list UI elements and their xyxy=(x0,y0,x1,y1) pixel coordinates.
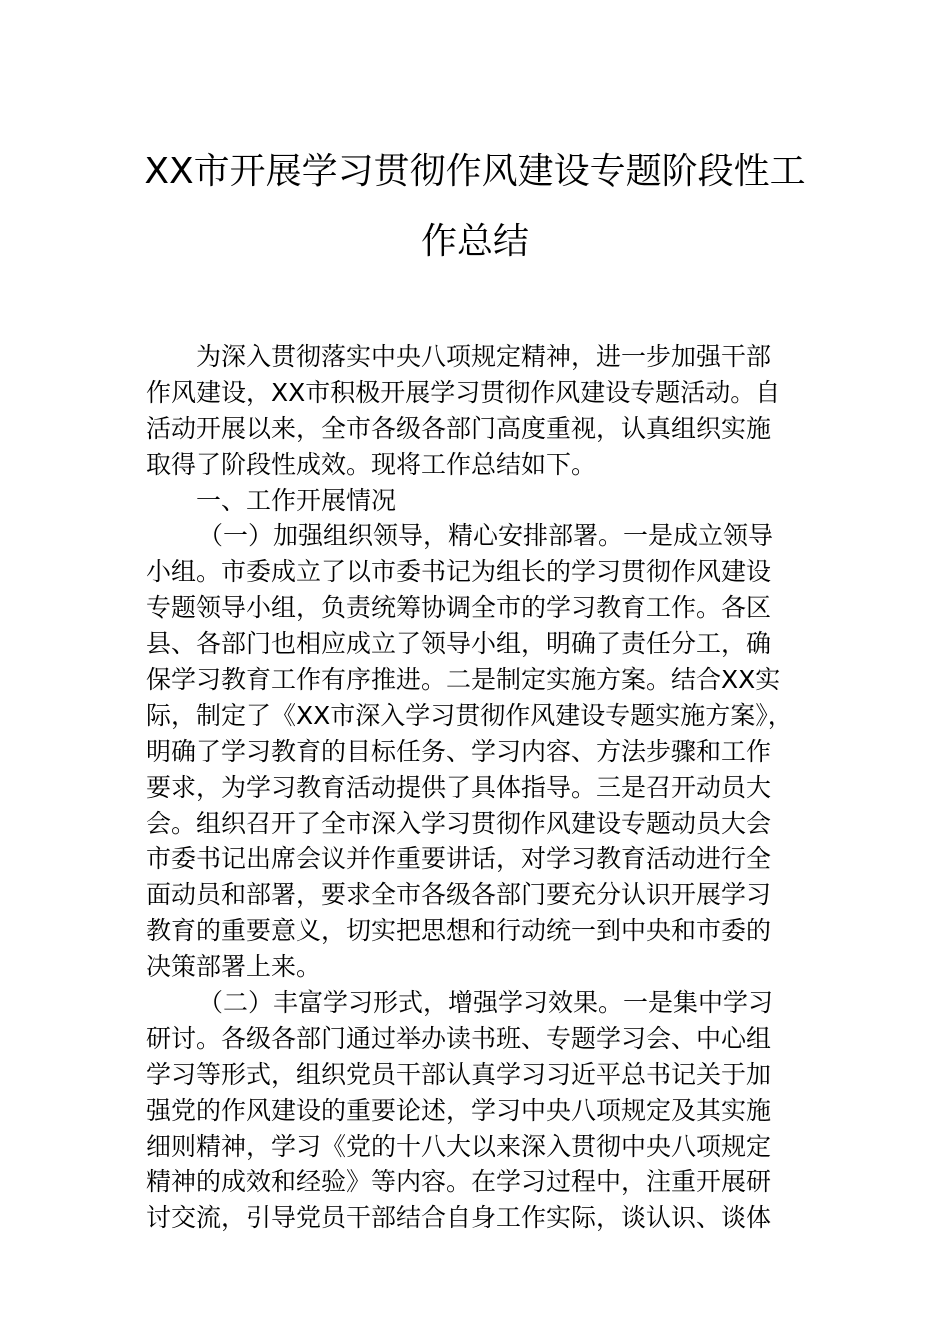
paragraph-line: 教育的重要意义，切实把思想和行动统一到中央和市委的 xyxy=(146,916,772,946)
paragraph-line: 细则精神，学习《党的十八大以来深入贯彻中央八项规定 xyxy=(146,1131,772,1161)
paragraph-line: 精神的成效和经验》等内容。在学习过程中，注重开展研 xyxy=(146,1167,772,1197)
paragraph-line: 专题领导小组，负责统筹协调全市的学习教育工作。各区 xyxy=(146,593,772,623)
paragraph-line: 作风建设，XX市积极开展学习贯彻作风建设专题活动。自 xyxy=(146,377,781,407)
paragraph-line: 取得了阶段性成效。现将工作总结如下。 xyxy=(146,449,597,479)
paragraph-line: 为深入贯彻落实中央八项规定精神，进一步加强干部 xyxy=(196,342,772,371)
paragraph-line: 际，制定了《XX市深入学习贯彻作风建设专题实施方案》， xyxy=(146,700,793,730)
paragraph-line: 讨交流，引导党员干部结合自身工作实际，谈认识、谈体 xyxy=(146,1203,772,1233)
document-body xyxy=(146,339,826,1236)
paragraph-line: 强党的作风建设的重要论述，学习中央八项规定及其实施 xyxy=(146,1095,772,1125)
subsection-heading-line: （一）加强组织领导，精心安排部署。一是成立领导 xyxy=(198,521,774,551)
paragraph-line: 面动员和部署，要求全市各级各部门要充分认识开展学习 xyxy=(146,880,772,910)
paragraph-line: 研讨。各级各部门通过举办读书班、专题学习会、中心组 xyxy=(146,1023,772,1053)
document-title-line-1: XX市开展学习贯彻作风建设专题阶段性工 xyxy=(144,151,806,192)
paragraph-line: 明确了学习教育的目标任务、学习内容、方法步骤和工作 xyxy=(146,736,772,766)
paragraph-line: 小组。市委成立了以市委书记为组长的学习贯彻作风建设 xyxy=(146,557,772,587)
section-heading: 一、工作开展情况 xyxy=(196,485,397,515)
paragraph-line: 学习等形式，组织党员干部认真学习习近平总书记关于加 xyxy=(146,1059,772,1089)
paragraph-line: 要求，为学习教育活动提供了具体指导。三是召开动员大 xyxy=(146,772,772,802)
paragraph-line: 县、各部门也相应成立了领导小组，明确了责任分工，确 xyxy=(146,629,772,659)
paragraph-line: 活动开展以来，全市各级各部门高度重视，认真组织实施 xyxy=(146,413,772,443)
paragraph-line: 会。组织召开了全市深入学习贯彻作风建设专题动员大会 xyxy=(146,808,772,838)
subsection-heading-line: （二）丰富学习形式，增强学习效果。一是集中学习 xyxy=(198,988,774,1018)
paragraph-line: 决策部署上来。 xyxy=(146,952,322,982)
document-title-line-2: 作总结 xyxy=(420,221,529,262)
paragraph-line: 市委书记出席会议并作重要讲话，对学习教育活动进行全 xyxy=(146,844,772,874)
paragraph-line: 保学习教育工作有序推进。二是制定实施方案。结合XX实 xyxy=(146,665,781,695)
